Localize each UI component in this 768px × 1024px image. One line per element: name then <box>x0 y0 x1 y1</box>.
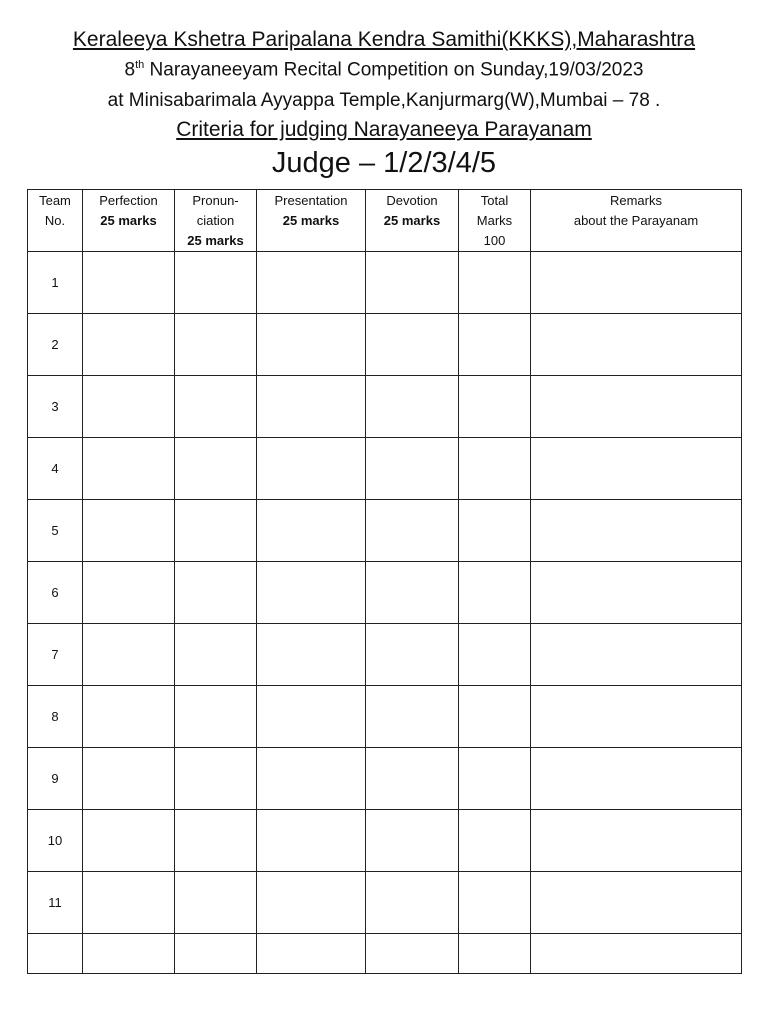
table-row <box>28 810 742 872</box>
table-row <box>28 686 742 748</box>
total-marks-cell[interactable] <box>459 500 531 562</box>
header-presentation: Presentation 25 marks <box>257 190 366 252</box>
perfection-cell[interactable] <box>83 500 175 562</box>
remarks-cell[interactable] <box>531 748 742 810</box>
header-pronunciation: Pronun- ciation 25 marks <box>175 190 257 252</box>
event-description: Narayaneeyam Recital Competition on Sunday,19/03/2023 <box>144 59 644 81</box>
presentation-cell[interactable] <box>257 686 366 748</box>
presentation-cell[interactable] <box>257 624 366 686</box>
devotion-cell[interactable] <box>366 252 459 314</box>
venue-line: at Minisabarimala Ayyappa Temple,Kanjurmarg(W),Mumbai – 78 . <box>107 90 661 111</box>
devotion-cell[interactable] <box>366 500 459 562</box>
table-row <box>28 438 742 500</box>
pronunciation-cell[interactable] <box>175 872 257 934</box>
judging-table <box>27 189 742 974</box>
devotion-cell[interactable] <box>366 624 459 686</box>
total-marks-cell[interactable] <box>459 686 531 748</box>
perfection-cell[interactable] <box>83 314 175 376</box>
header-team-no: Team No. <box>28 190 83 252</box>
presentation-cell[interactable] <box>257 748 366 810</box>
remarks-cell[interactable] <box>531 624 742 686</box>
team-no-cell: 10 <box>28 810 83 872</box>
team-no-cell: 8 <box>28 686 83 748</box>
total-marks-cell[interactable] <box>459 624 531 686</box>
team-no-cell: 7 <box>28 624 83 686</box>
team-no-cell: 4 <box>28 438 83 500</box>
devotion-cell[interactable] <box>366 810 459 872</box>
remarks-cell[interactable] <box>531 252 742 314</box>
table-header-row <box>28 190 742 252</box>
pronunciation-cell[interactable] <box>175 624 257 686</box>
team-no-cell <box>28 934 83 974</box>
edition-suffix: th <box>135 59 145 71</box>
remarks-cell[interactable] <box>531 872 742 934</box>
presentation-cell[interactable] <box>257 872 366 934</box>
table-row <box>28 872 742 934</box>
remarks-cell[interactable] <box>531 314 742 376</box>
presentation-cell[interactable] <box>257 810 366 872</box>
table-row <box>28 934 742 974</box>
table-row <box>28 624 742 686</box>
devotion-cell[interactable] <box>366 934 459 974</box>
total-marks-cell[interactable] <box>459 810 531 872</box>
header-remarks: Remarks about the Parayanam <box>531 190 742 252</box>
table-row <box>28 314 742 376</box>
team-no-cell: 5 <box>28 500 83 562</box>
perfection-cell[interactable] <box>83 748 175 810</box>
total-marks-cell[interactable] <box>459 438 531 500</box>
presentation-cell[interactable] <box>257 562 366 624</box>
header-devotion: Devotion 25 marks <box>366 190 459 252</box>
devotion-cell[interactable] <box>366 376 459 438</box>
table-row <box>28 748 742 810</box>
total-marks-cell[interactable] <box>459 314 531 376</box>
team-no-cell: 1 <box>28 252 83 314</box>
team-no-cell: 6 <box>28 562 83 624</box>
total-marks-cell[interactable] <box>459 252 531 314</box>
devotion-cell[interactable] <box>366 438 459 500</box>
presentation-cell[interactable] <box>257 376 366 438</box>
event-line <box>0 59 768 81</box>
total-marks-cell[interactable] <box>459 376 531 438</box>
pronunciation-cell[interactable] <box>175 500 257 562</box>
total-marks-cell[interactable] <box>459 872 531 934</box>
remarks-cell[interactable] <box>531 562 742 624</box>
remarks-cell[interactable] <box>531 500 742 562</box>
remarks-cell[interactable] <box>531 934 742 974</box>
presentation-cell[interactable] <box>257 934 366 974</box>
table-row <box>28 376 742 438</box>
edition-number: 8 <box>124 59 136 81</box>
criteria-title: Criteria for judging Narayaneeya Parayanam <box>176 118 592 141</box>
team-no-cell: 2 <box>28 314 83 376</box>
perfection-cell[interactable] <box>83 686 175 748</box>
presentation-cell[interactable] <box>257 314 366 376</box>
pronunciation-cell[interactable] <box>175 252 257 314</box>
perfection-cell[interactable] <box>83 810 175 872</box>
table-row <box>28 252 742 314</box>
pronunciation-cell[interactable] <box>175 562 257 624</box>
devotion-cell[interactable] <box>366 314 459 376</box>
remarks-cell[interactable] <box>531 686 742 748</box>
pronunciation-cell[interactable] <box>175 314 257 376</box>
pronunciation-cell[interactable] <box>175 438 257 500</box>
devotion-cell[interactable] <box>366 872 459 934</box>
total-marks-cell[interactable] <box>459 562 531 624</box>
organization-title: Keraleeya Kshetra Paripalana Kendra Samithi(KKKS),Maharashtra <box>72 28 696 51</box>
table-row <box>28 562 742 624</box>
perfection-cell[interactable] <box>83 562 175 624</box>
pronunciation-cell[interactable] <box>175 376 257 438</box>
pronunciation-cell[interactable] <box>175 934 257 974</box>
presentation-cell[interactable] <box>257 500 366 562</box>
perfection-cell[interactable] <box>83 934 175 974</box>
perfection-cell[interactable] <box>83 376 175 438</box>
judge-title: Judge – 1/2/3/4/5 <box>271 147 497 179</box>
team-no-cell: 11 <box>28 872 83 934</box>
perfection-cell[interactable] <box>83 872 175 934</box>
perfection-cell[interactable] <box>83 438 175 500</box>
remarks-cell[interactable] <box>531 376 742 438</box>
devotion-cell[interactable] <box>366 562 459 624</box>
header-total-marks: Total Marks 100 <box>459 190 531 252</box>
pronunciation-cell[interactable] <box>175 686 257 748</box>
perfection-cell[interactable] <box>83 624 175 686</box>
pronunciation-cell[interactable] <box>175 748 257 810</box>
header-perfection: Perfection 25 marks <box>83 190 175 252</box>
table-row <box>28 500 742 562</box>
perfection-cell[interactable] <box>83 252 175 314</box>
team-no-cell: 3 <box>28 376 83 438</box>
remarks-cell[interactable] <box>531 438 742 500</box>
team-no-cell: 9 <box>28 748 83 810</box>
presentation-cell[interactable] <box>257 252 366 314</box>
pronunciation-cell[interactable] <box>175 810 257 872</box>
devotion-cell[interactable] <box>366 686 459 748</box>
presentation-cell[interactable] <box>257 438 366 500</box>
total-marks-cell[interactable] <box>459 748 531 810</box>
total-marks-cell[interactable] <box>459 934 531 974</box>
devotion-cell[interactable] <box>366 748 459 810</box>
remarks-cell[interactable] <box>531 810 742 872</box>
